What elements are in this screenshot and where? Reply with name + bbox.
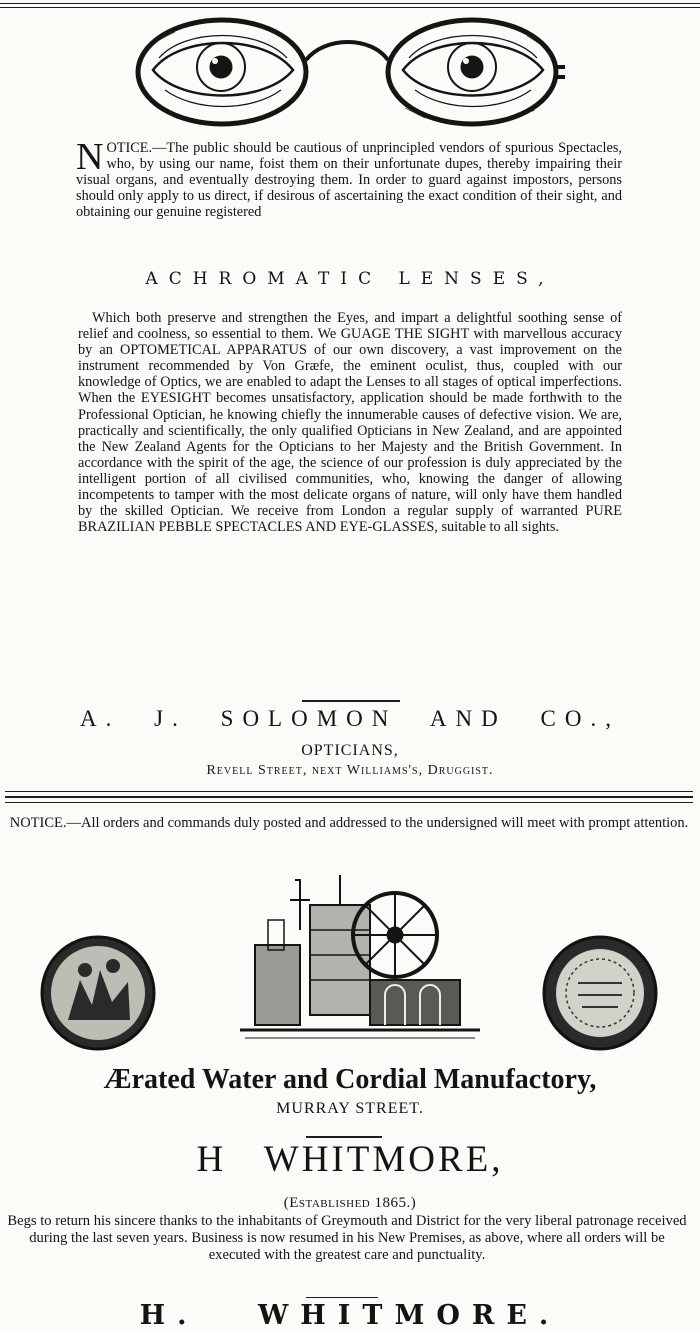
left-medal — [42, 937, 154, 1049]
short-rule — [302, 700, 400, 702]
factory-title: Ærated Water and Cordial Manufactory, — [103, 1064, 597, 1095]
firm-name: A. J. SOLOMON AND CO., — [80, 706, 620, 731]
firm-address: Revell Street, next Williams's, Druggist. — [206, 763, 494, 778]
separator-rule-3 — [5, 802, 693, 803]
solomon-notice-paragraph — [76, 136, 622, 221]
solomon-body-paragraph: Which both preserve and strengthen the Eyes, and impart a delightful soothing sense of relief and coolness, so essential to them. We GUAGE THE SIGHT with marvellous accuracy by an OPTOMETICAL APPARATUS of our own discovery, a vast improvement on the instrument recommended by Von Græfe, the eminent oculist, thus, coupled with our knowledge of Optics, we are enabled to adapt the Lenses to all stages of optical imperfections. When the EYESIGHT becomes unsatisfactory, application should be made forthwith to the Professional Optician, he knowing chiefly the innumerable causes of defective vision. We are, practically and scientifically, the only qualified Opticians in New Zealand, and are appointed the New Zealand Agents for the Opticians to her Majesty and the British Government. In accordance with the spirit of the age, the science of our profession is duly appreciated by the intelligent portion of all civilised communities, who, knowing the danger of allowing incompetents to tamper with the most delicate organs of nature, will only have them handled by the skilled Optician. We receive from London a regular supply of warranted PURE BRAZILIAN PEBBLE SPECTACLES AND EYE-GLASSES, suitable to all sights. — [78, 310, 622, 536]
factory-street: MURRAY STREET. — [276, 1100, 424, 1117]
top-rule-thin — [0, 7, 700, 8]
top-rule — [0, 3, 700, 4]
firm-trade: OPTICIANS, — [301, 742, 399, 759]
notice-text: OTICE.—The public should be cautious of unprincipled vendors of spurious Spectacles, who, by using our name, foist them on their unfortunate dupes, thereby impairing their visual organs, and eventually destroying them. In order to guard against impostors, persons should only apply to us direct, if desirous of ascertaining the exact condition of their sight, and obtaining our genuine registered — [76, 140, 622, 221]
spectacles-illustration — [135, 12, 565, 130]
separator-rule-2 — [5, 796, 693, 798]
lenses-heading: ACHROMATIC LENSES, — [145, 269, 555, 289]
whitmore-notice: NOTICE.—All orders and commands duly posted and addressed to the undersigned will meet with prompt attention. — [9, 815, 689, 831]
proprietor-name: H WHITMORE, — [196, 1139, 504, 1180]
signature: H. WHITMORE. — [139, 1300, 561, 1331]
thanks-paragraph: Begs to return his sincere thanks to the inhabitants of Greymouth and District for the very liberal patronage received during the last seven years. Business is now resumed in his New Premises, as above, where all orders will be executed with the greatest care and punctuality. — [7, 1213, 687, 1264]
established-line: (Established 1865.) — [283, 1195, 417, 1211]
right-medal — [544, 937, 656, 1049]
factory-illustration — [40, 870, 660, 1060]
short-rule-3 — [306, 1297, 378, 1298]
notice-dropcap: N — [76, 136, 104, 178]
separator-rule-1 — [5, 791, 693, 792]
